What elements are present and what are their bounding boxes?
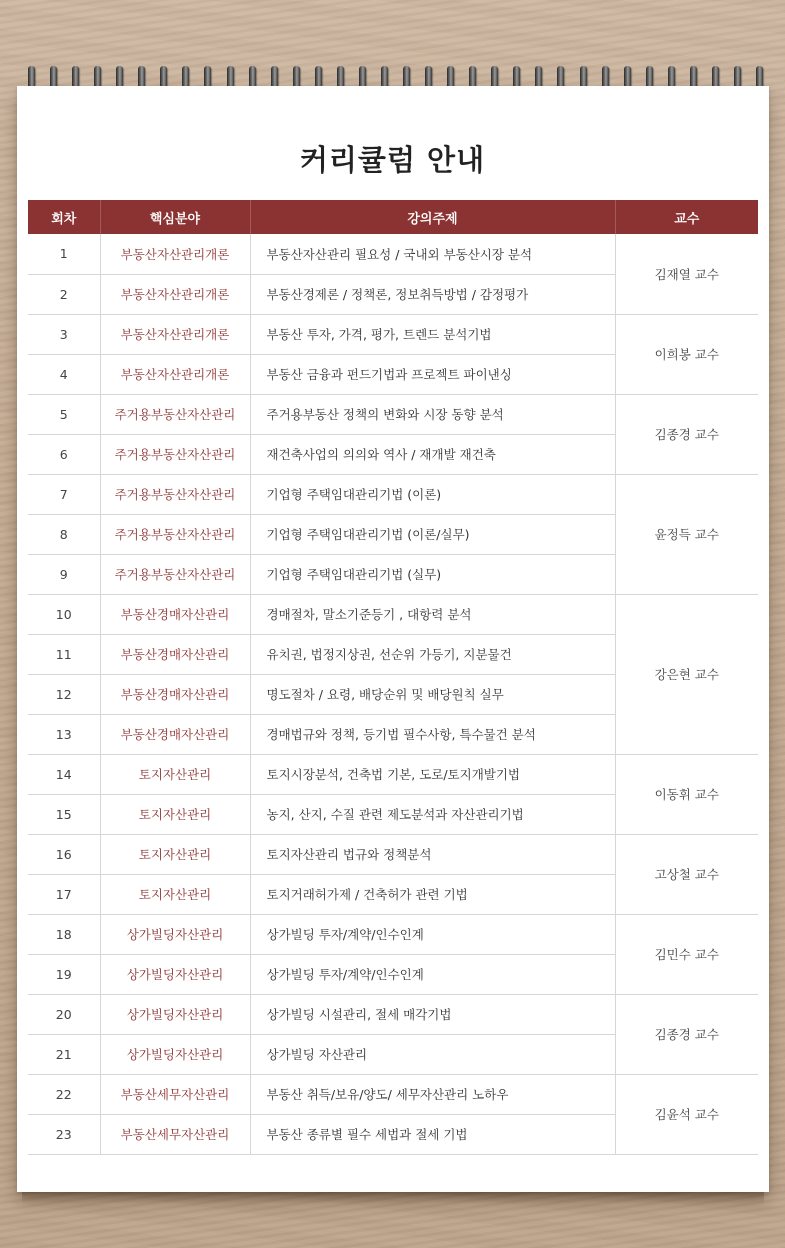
core-field: 주거용부동산자산관리 (100, 434, 250, 474)
round-number: 17 (28, 874, 100, 914)
lecture-topic: 부동산 종류별 필수 세법과 절세 기법 (250, 1114, 615, 1154)
lecture-topic: 기업형 주택임대관리기법 (이론/실무) (250, 514, 615, 554)
lecture-topic: 부동산 투자, 가격, 평가, 트렌드 분석기법 (250, 314, 615, 354)
round-number: 4 (28, 354, 100, 394)
header-round: 회차 (28, 200, 100, 234)
professor-name: 고상철 교수 (615, 834, 758, 914)
core-field: 토지자산관리 (100, 874, 250, 914)
lecture-topic: 토지자산관리 법규와 정책분석 (250, 834, 615, 874)
round-number: 22 (28, 1074, 100, 1114)
core-field: 토지자산관리 (100, 834, 250, 874)
lecture-topic: 상가빌딩 투자/계약/인수인계 (250, 954, 615, 994)
core-field: 부동산자산관리개론 (100, 354, 250, 394)
round-number: 14 (28, 754, 100, 794)
table-row (28, 994, 758, 1034)
lecture-topic: 주거용부동산 정책의 변화와 시장 동향 분석 (250, 394, 615, 434)
round-number: 9 (28, 554, 100, 594)
header-topic: 강의주제 (250, 200, 615, 234)
round-number: 5 (28, 394, 100, 434)
lecture-topic: 부동산자산관리 필요성 / 국내외 부동산시장 분석 (250, 234, 615, 274)
lecture-topic: 부동산경제론 / 정책론, 정보취득방법 / 감정평가 (250, 274, 615, 314)
header-field: 핵심분야 (100, 200, 250, 234)
core-field: 부동산경매자산관리 (100, 674, 250, 714)
core-field: 상가빌딩자산관리 (100, 914, 250, 954)
core-field: 토지자산관리 (100, 754, 250, 794)
core-field: 주거용부동산자산관리 (100, 554, 250, 594)
paper-shadow (22, 1192, 764, 1204)
professor-name: 김종경 교수 (615, 994, 758, 1074)
round-number: 3 (28, 314, 100, 354)
core-field: 주거용부동산자산관리 (100, 474, 250, 514)
round-number: 23 (28, 1114, 100, 1154)
professor-name: 이동휘 교수 (615, 754, 758, 834)
table-header-row (28, 200, 758, 234)
core-field: 부동산자산관리개론 (100, 234, 250, 274)
core-field: 상가빌딩자산관리 (100, 954, 250, 994)
professor-name: 김재열 교수 (615, 234, 758, 314)
round-number: 8 (28, 514, 100, 554)
round-number: 12 (28, 674, 100, 714)
curriculum-table (28, 200, 758, 1155)
core-field: 부동산경매자산관리 (100, 594, 250, 634)
table-row (28, 594, 758, 634)
professor-name: 강은현 교수 (615, 594, 758, 754)
round-number: 6 (28, 434, 100, 474)
core-field: 부동산자산관리개론 (100, 274, 250, 314)
professor-name: 이희봉 교수 (615, 314, 758, 394)
round-number: 18 (28, 914, 100, 954)
core-field: 부동산자산관리개론 (100, 314, 250, 354)
lecture-topic: 상가빌딩 투자/계약/인수인계 (250, 914, 615, 954)
lecture-topic: 경매절차, 말소기준등기 , 대항력 분석 (250, 594, 615, 634)
round-number: 2 (28, 274, 100, 314)
lecture-topic: 농지, 산지, 수질 관련 제도분석과 자산관리기법 (250, 794, 615, 834)
round-number: 20 (28, 994, 100, 1034)
table-body (28, 234, 758, 1154)
table-row (28, 1074, 758, 1114)
lecture-topic: 토지거래허가제 / 건축허가 관련 기법 (250, 874, 615, 914)
core-field: 토지자산관리 (100, 794, 250, 834)
lecture-topic: 경매법규와 정책, 등기법 필수사항, 특수물건 분석 (250, 714, 615, 754)
core-field: 부동산세무자산관리 (100, 1114, 250, 1154)
round-number: 15 (28, 794, 100, 834)
table-row (28, 914, 758, 954)
lecture-topic: 부동산 금융과 펀드기법과 프로젝트 파이낸싱 (250, 354, 615, 394)
round-number: 1 (28, 234, 100, 274)
core-field: 상가빌딩자산관리 (100, 994, 250, 1034)
lecture-topic: 토지시장분석, 건축법 기본, 도로/토지개발기법 (250, 754, 615, 794)
table-row (28, 474, 758, 514)
core-field: 부동산경매자산관리 (100, 714, 250, 754)
lecture-topic: 명도절차 / 요령, 배당순위 및 배당원칙 실무 (250, 674, 615, 714)
round-number: 19 (28, 954, 100, 994)
professor-name: 윤정득 교수 (615, 474, 758, 594)
round-number: 21 (28, 1034, 100, 1074)
table-row (28, 834, 758, 874)
table-row (28, 754, 758, 794)
table-row (28, 394, 758, 434)
lecture-topic: 재건축사업의 의의와 역사 / 재개발 재건축 (250, 434, 615, 474)
lecture-topic: 유치권, 법정지상권, 선순위 가등기, 지분물건 (250, 634, 615, 674)
lecture-topic: 부동산 취득/보유/양도/ 세무자산관리 노하우 (250, 1074, 615, 1114)
round-number: 13 (28, 714, 100, 754)
core-field: 부동산세무자산관리 (100, 1074, 250, 1114)
round-number: 16 (28, 834, 100, 874)
lecture-topic: 상가빌딩 자산관리 (250, 1034, 615, 1074)
core-field: 상가빌딩자산관리 (100, 1034, 250, 1074)
core-field: 주거용부동산자산관리 (100, 514, 250, 554)
lecture-topic: 상가빌딩 시설관리, 절세 매각기법 (250, 994, 615, 1034)
header-professor: 교수 (615, 200, 758, 234)
round-number: 10 (28, 594, 100, 634)
table-row (28, 314, 758, 354)
lecture-topic: 기업형 주택임대관리기법 (실무) (250, 554, 615, 594)
lecture-topic: 기업형 주택임대관리기법 (이론) (250, 474, 615, 514)
core-field: 주거용부동산자산관리 (100, 394, 250, 434)
professor-name: 김종경 교수 (615, 394, 758, 474)
round-number: 7 (28, 474, 100, 514)
page-title: 커리큘럼 안내 (299, 143, 486, 177)
table-row (28, 234, 758, 274)
professor-name: 김민수 교수 (615, 914, 758, 994)
core-field: 부동산경매자산관리 (100, 634, 250, 674)
round-number: 11 (28, 634, 100, 674)
professor-name: 김윤석 교수 (615, 1074, 758, 1154)
